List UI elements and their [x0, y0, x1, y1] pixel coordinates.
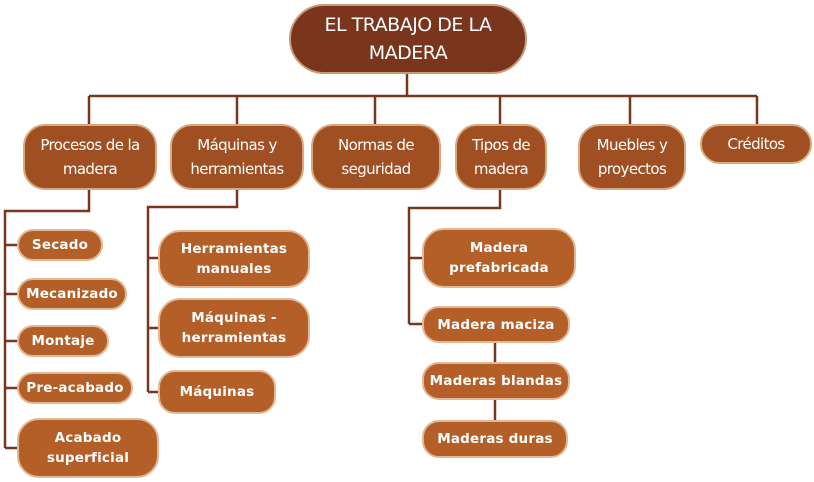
root-node: EL TRABAJO DE LA MADERA	[289, 4, 527, 74]
item-maquinas-herramientas: Máquinas - herramientas	[158, 298, 310, 358]
category-muebles: Muebles y proyectos	[578, 124, 686, 190]
category-procesos: Procesos de la madera	[23, 124, 157, 190]
item-mecanizado: Mecanizado	[17, 278, 127, 310]
category-tipos: Tipos de madera	[455, 124, 547, 190]
item-madera-maciza: Madera maciza	[422, 306, 570, 343]
item-herramientas-manuales: Herramientas manuales	[158, 230, 310, 288]
item-acabado-superficial: Acabado superficial	[17, 418, 159, 478]
item-secado: Secado	[17, 229, 103, 261]
item-maderas-duras: Maderas duras	[422, 420, 568, 458]
category-creditos: Créditos	[700, 124, 812, 164]
item-madera-prefabricada: Madera prefabricada	[422, 228, 576, 288]
item-maderas-blandas: Maderas blandas	[422, 362, 570, 400]
category-normas: Normas de seguridad	[311, 124, 441, 190]
item-maquinas: Máquinas	[158, 370, 276, 414]
item-montaje: Montaje	[17, 325, 109, 357]
connector-maquinas-trunk	[148, 190, 237, 392]
category-maquinas: Máquinas y herramientas	[170, 124, 304, 190]
item-pre-acabado: Pre-acabado	[17, 372, 133, 404]
